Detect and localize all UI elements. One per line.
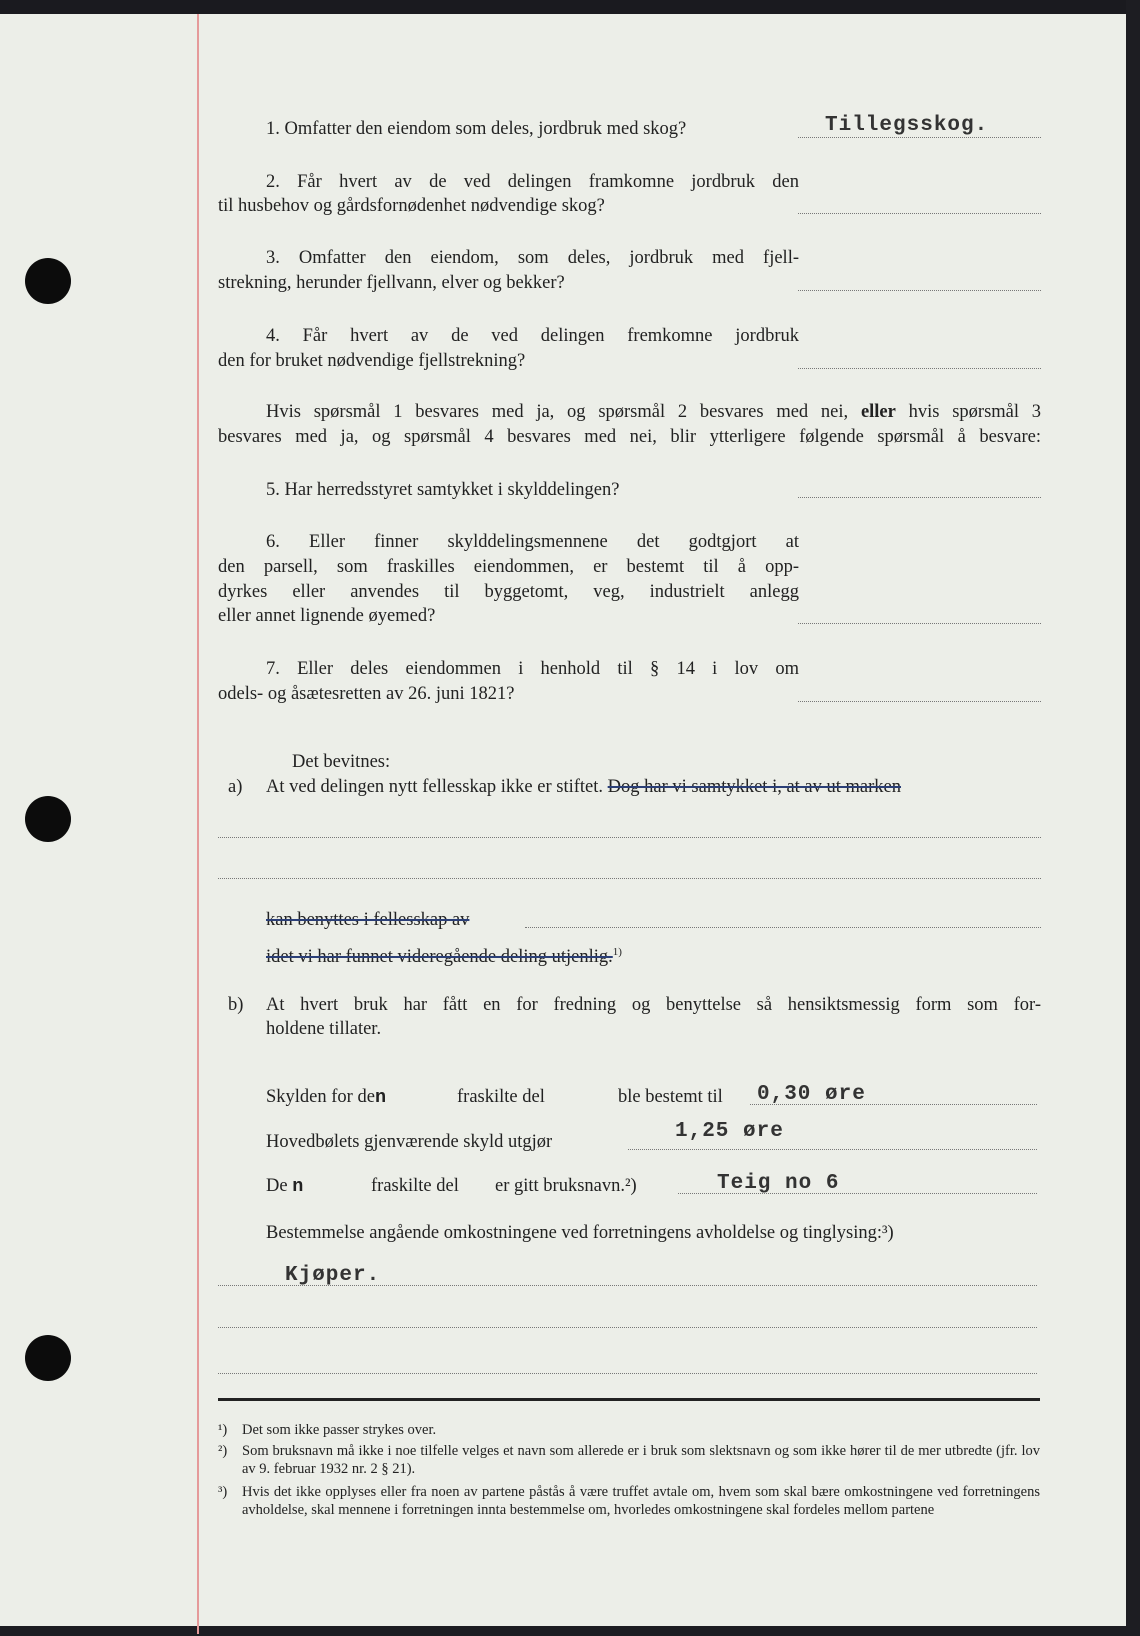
skyld-row1-b: fraskilte del (457, 1087, 545, 1107)
answer-line (798, 623, 1041, 624)
attest-a-struck-line3: idet vi har funnet videregående deling utjenlig.$^{1)}$ (266, 946, 622, 968)
skyld-row3-c: er gitt bruksnavn.²) (495, 1176, 637, 1196)
question-6-line4: eller annet lignende øyemed? (218, 606, 436, 626)
question-3-line2: strekning, herunder fjellvann, elver og bekker? (218, 273, 565, 293)
attest-heading: Det bevitnes: (292, 752, 391, 772)
answer-line (798, 213, 1041, 214)
handwritten-cost-bearer: Kjøper. (285, 1264, 381, 1287)
answer-line (798, 497, 1041, 498)
blank-line (218, 878, 1041, 879)
scan-border-top (0, 0, 1140, 14)
question-3-line1: 3. Omfatter den eiendom, som deles, jordbruk med fjell- (266, 248, 799, 268)
attest-b-line2: holdene tillater. (266, 1019, 382, 1039)
footnote-divider (218, 1398, 1040, 1401)
footnote-2: ²) Som bruksnavn må ikke i noe tilfelle velges et navn som allerede er i bruk som slektsnavn og som ikke hører til de mer utbredte (jfr. lov av 9. februar 1932 nr. 2 § 21). (218, 1443, 1040, 1477)
question-6-line3: dyrkes eller anvendes til byggetomt, veg, industrielt anlegg (218, 582, 799, 602)
conditional-line1: Hvis spørsmål 1 besvares med ja, og spørsmål 2 besvares med nei, eller hvis spørsmål 3 (266, 402, 1042, 422)
punch-hole (25, 796, 71, 842)
attest-b-line1: At hvert bruk har fått en for fredning og benyttelse så hensiktsmessig form som for- (266, 995, 1041, 1015)
scan-border-right (1126, 0, 1140, 1636)
punch-hole (25, 1335, 71, 1381)
question-2-line1: 2. Får hvert av de ved delingen framkomne jordbruk den (266, 172, 799, 192)
question-6-line2: den parsell, som fraskilles eiendommen, er bestemt til å opp- (218, 557, 799, 577)
handwritten-remaining-skyld: 1,25 øre (675, 1120, 784, 1143)
footnote-1: ¹) Det som ikke passer strykes over. (218, 1422, 437, 1438)
skyld-row1-c: ble bestemt til (618, 1087, 723, 1107)
skyld-row2: Hovedbølets gjenværende skyld utgjør (266, 1132, 553, 1152)
question-4-line2: den for bruket nødvendige fjellstrekning? (218, 351, 526, 371)
skyld-row4: Bestemmelse angående omkostningene ved forretningens avholdelse og tinglysing:³) (266, 1223, 894, 1243)
blank-line (218, 1373, 1037, 1374)
attest-a-text: At ved delingen nytt fellesskap ikke er stiftet. Dog har vi samtykket i, at av ut marken (266, 777, 902, 797)
attest-b-label: b) (228, 995, 244, 1015)
conditional-line2: besvares med ja, og spørsmål 4 besvares med nei, blir ytterligere følgende spørsmål å besvare: (218, 427, 1041, 447)
skyld-row3-a: De n (266, 1176, 304, 1197)
question-1: 1. Omfatter den eiendom som deles, jordbruk med skog? (266, 119, 687, 139)
question-2-line2: til husbehov og gårdsfornødenhet nødvendige skog? (218, 196, 605, 216)
scan-border-bottom (0, 1626, 1140, 1636)
blank-line (218, 837, 1041, 838)
answer-line (798, 290, 1041, 291)
question-6-line1: 6. Eller finner skylddelingsmennene det godtgjort at (266, 532, 799, 552)
question-7-line2: odels- og åsætesretten av 26. juni 1821? (218, 684, 515, 704)
punch-hole (25, 258, 71, 304)
handwritten-answer-1: Tillegsskog. (825, 114, 989, 137)
skyld-row1-a: Skylden for den (266, 1087, 387, 1108)
answer-line (628, 1149, 1037, 1150)
handwritten-skyld: 0,30 øre (757, 1083, 866, 1106)
attest-a-label: a) (228, 777, 243, 797)
footnote-3: ³) Hvis det ikke opplyses eller fra noen av partene påstås å være truffet avtale om, hvem som skal bære omkostningene ved forretningens avholdelse, skal mennene i forretningen innta bestemmelse om, hvorledes omkostningene skal fordeles mellom partene (218, 1484, 1040, 1518)
attest-a-struck-line2: kan benyttes i fellesskap av (266, 910, 470, 930)
question-4-line1: 4. Får hvert av de ved delingen fremkomne jordbruk (266, 326, 799, 346)
margin-line (197, 14, 199, 1634)
blank-line (525, 927, 1041, 928)
struck-text: Dog har vi samtykket i, at av ut marken (607, 777, 902, 797)
question-7-line1: 7. Eller deles eiendommen i henhold til § 14 i lov om (266, 659, 799, 679)
handwritten-bruksnavn: Teig no 6 (717, 1172, 840, 1195)
answer-line (798, 137, 1041, 138)
blank-line (218, 1327, 1037, 1328)
answer-line (798, 701, 1041, 702)
question-5: 5. Har herredsstyret samtykket i skylddelingen? (266, 480, 620, 500)
skyld-row3-b: fraskilte del (371, 1176, 459, 1196)
answer-line (798, 368, 1041, 369)
